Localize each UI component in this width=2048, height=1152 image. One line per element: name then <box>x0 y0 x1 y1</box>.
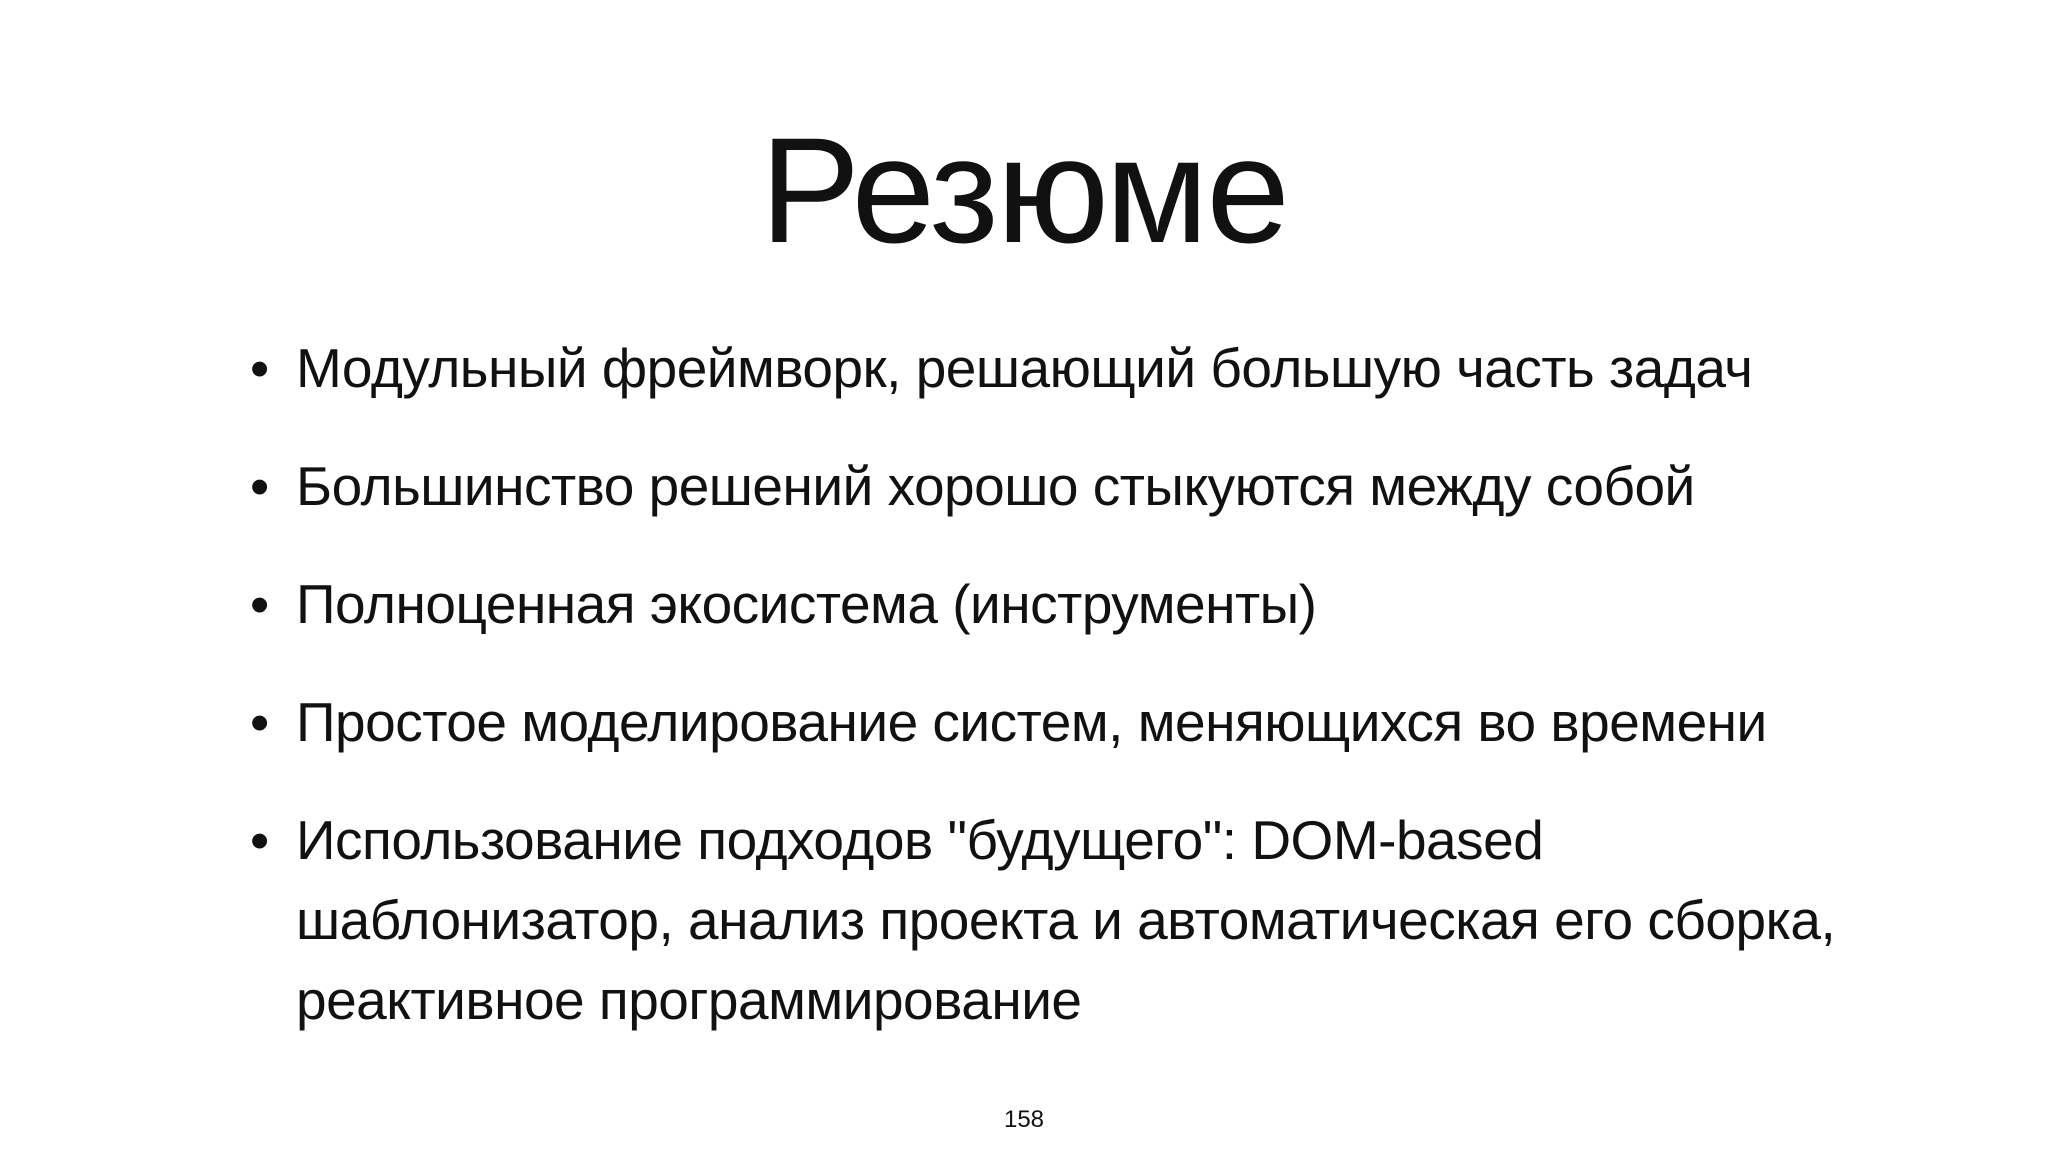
bullet-text: Простое моделирование систем, меняющихся во времени <box>296 691 1767 753</box>
bullet-text: Полноценная экосистема (инструменты) <box>296 573 1317 635</box>
bullet-marker: • <box>250 455 269 517</box>
bullet-item <box>250 446 1850 526</box>
bullet-item <box>250 328 1850 408</box>
bullet-item <box>250 682 1850 762</box>
bullet-text: Использование подходов "будущего": DOM-based шаблонизатор, анализ проекта и автоматическая его сборка, реактивное программирование <box>296 809 1836 1031</box>
bullet-list <box>250 328 1850 1078</box>
bullet-marker: • <box>250 573 269 635</box>
bullet-marker: • <box>250 809 269 871</box>
bullet-item <box>250 800 1850 1040</box>
bullet-marker: • <box>250 691 269 753</box>
bullet-text: Большинство решений хорошо стыкуются между собой <box>296 455 1695 517</box>
bullet-item <box>250 564 1850 644</box>
page-number: 158 <box>1003 1106 1045 1133</box>
bullet-text: Модульный фреймворк, решающий большую часть задач <box>296 337 1753 399</box>
slide-title: Резюме <box>760 106 1288 274</box>
bullet-marker: • <box>250 337 269 399</box>
